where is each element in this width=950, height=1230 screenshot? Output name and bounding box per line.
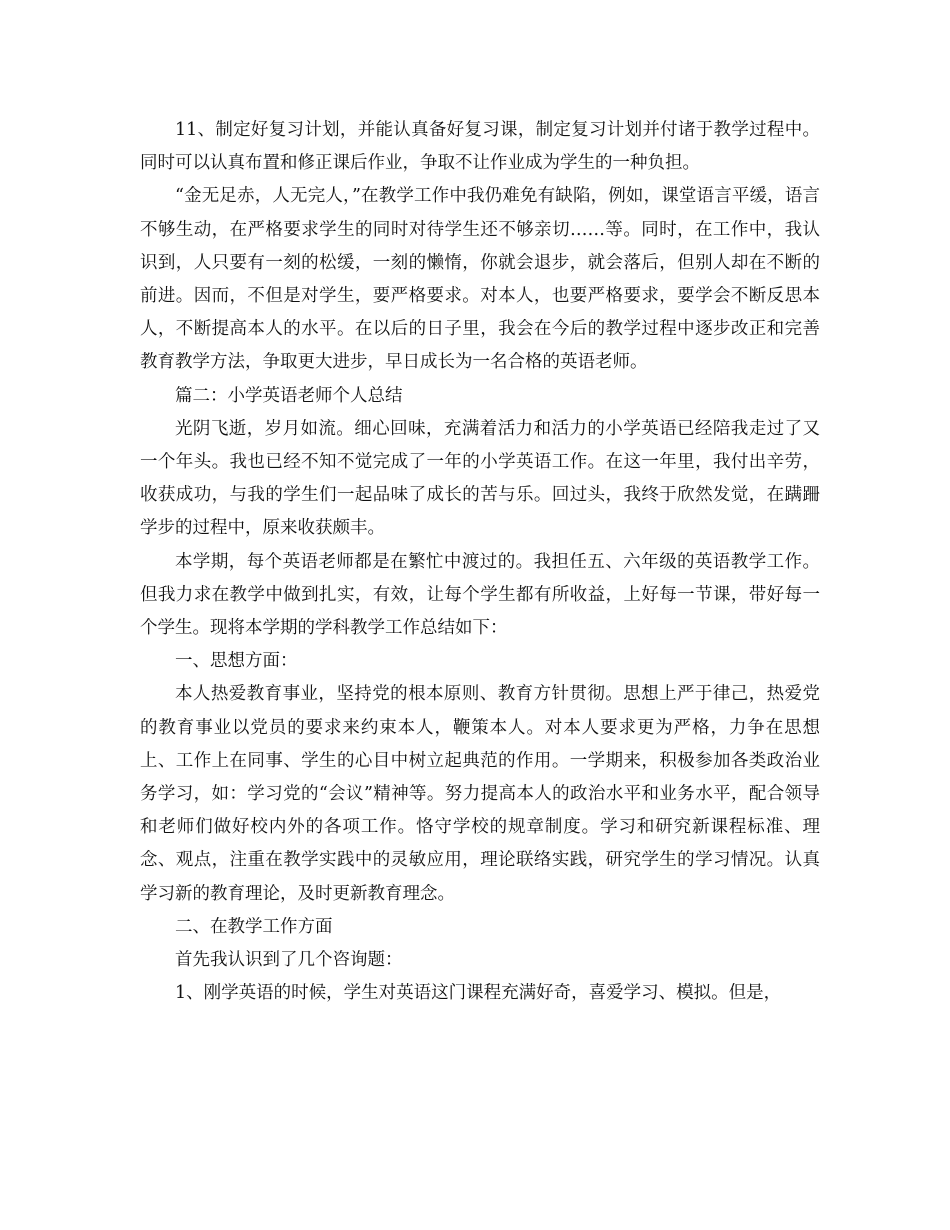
paragraph-semester: 本学期，每个英语老师都是在繁忙中渡过的。我担任五、六年级的英语教学工作。但我力求在教学中做到扎实，有效，让每个学生都有所收益，上好每一节课，带好每一个学生。现将本学期的学科教学工作总结如下： bbox=[140, 551, 820, 639]
paragraph-self-reflection: “金无足赤，人无完人，”在教学工作中我仍难免有缺陷，例如，课堂语言平缓，语言不够生动，在严格要求学生的同时对待学生还不够亲切……等。同时，在工作中，我认识到，人只要有一刻的松缓，一刻的懒惰，你就会退步，就会落后，但别人却在不断的前进。因而，不但是对学生，要严格要求。对本人，也要严格要求，要学会不断反思本人，不断提高本人的水平。在以后的日子里，我会在今后的教学过程中逐步改正和完善教育教学方法，争取更大进步，早日成长为一名合格的英语老师。 bbox=[140, 186, 820, 373]
section-heading-ideology: 一、思想方面： bbox=[175, 651, 298, 672]
paragraph-question-one: 1、刚学英语的时候，学生对英语这门课程充满好奇，喜爱学习、模拟。但是， bbox=[175, 983, 782, 1004]
paragraph-review-plan: 11、制定好复习计划，并能认真备好复习课，制定复习计划并付诸于教学过程中。同时可以认真布置和修正课后作业，争取不让作业成为学生的一种负担。 bbox=[140, 120, 820, 174]
section-heading-part-two: 篇二：小学英语老师个人总结 bbox=[175, 385, 403, 406]
document-body bbox=[140, 114, 820, 1010]
paragraph-intro: 光阴飞逝，岁月如流。细心回味，充满着活力和活力的小学英语已经陪我走过了又一个年头。我也已经不知不觉完成了一年的小学英语工作。在这一年里，我付出辛劳，收获成功，与我的学生们一起品味了成长的苦与乐。回过头，我终于欣然发觉，在蹒跚学步的过程中，原来收获颇丰。 bbox=[140, 418, 820, 539]
paragraph-ideology: 本人热爱教育事业，坚持党的根本原则、教育方针贯彻。思想上严于律己，热爱党的教育事业以党员的要求来约束本人，鞭策本人。对本人要求更为严格，力争在思想上、工作上在同事、学生的心目中树立起典范的作用。一学期来，积极参加各类政治业务学习，如：学习党的“会议”精神等。努力提高本人的政治水平和业务水平，配合领导和老师们做好校内外的各项工作。恪守学校的规章制度。学习和研究新课程标准、理念、观点，注重在教学实践中的灵敏应用，理论联络实践，研究学生的学习情况。认真学习新的教育理论，及时更新教育理念。 bbox=[140, 684, 820, 904]
paragraph-questions-intro: 首先我认识到了几个咨询题： bbox=[175, 950, 403, 971]
section-heading-teaching: 二、在教学工作方面 bbox=[175, 916, 333, 937]
